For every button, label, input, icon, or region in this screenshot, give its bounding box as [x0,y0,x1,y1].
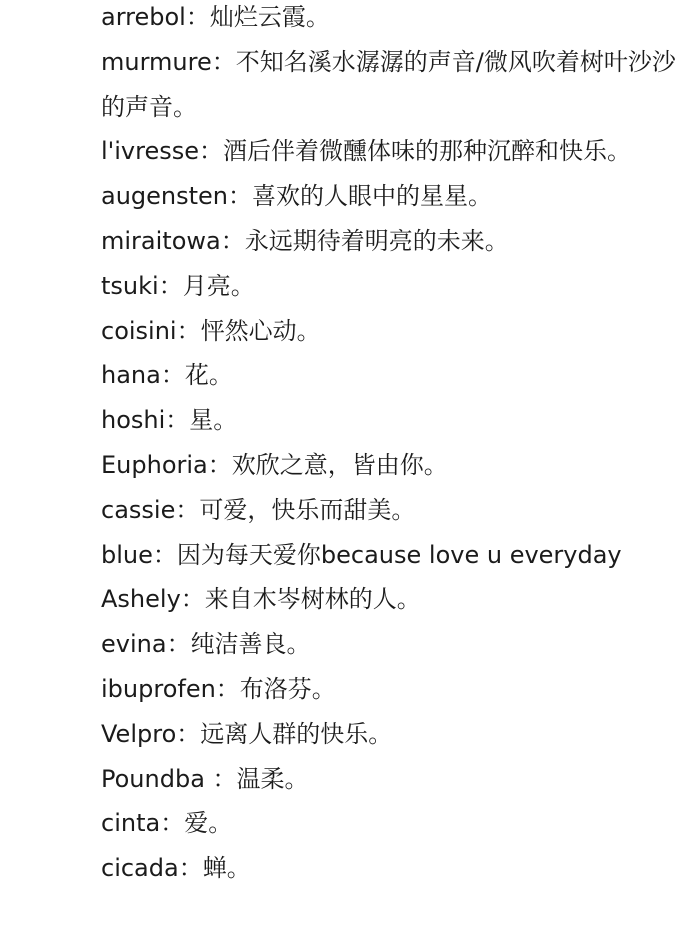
entry-meaning: 酒后伴着微醺体味的那种沉醉和快乐。 [223,137,632,166]
entry-separator: ： [215,674,240,703]
entry-term: arrebol [101,3,186,31]
entry-meaning: 星。 [189,406,238,435]
entry-term: blue [101,540,153,569]
list-item [101,0,681,40]
entry-separator: ： [199,137,224,166]
list-item [101,488,681,533]
list-item [101,667,681,712]
entry-term: murmure [101,47,212,76]
list-item [101,577,681,622]
entry-meaning: 永远期待着明亮的未来。 [244,226,509,255]
entry-term: hana [101,361,161,390]
entry-meaning: 因为每天爱你because love u everyday [176,540,622,569]
list-item [101,757,681,802]
list-item [101,40,681,130]
entry-separator: ： [228,182,253,211]
entry-term: cicada [101,854,179,883]
list-item [101,353,681,398]
entry-term: cassie [101,495,176,524]
list-item [101,443,681,488]
entry-term: augensten [101,182,229,211]
entry-meaning: 怦然心动。 [200,316,321,345]
entry-meaning: 可爱，快乐而甜美。 [199,495,416,524]
entry-separator: ： [176,719,201,748]
entry-meaning: 蝉。 [202,854,251,883]
entry-meaning: 月亮。 [182,271,255,300]
list-item [101,264,681,309]
entry-term: evina [101,630,167,659]
entry-separator: ： [212,764,237,793]
list-item [101,129,681,174]
entry-meaning: 温柔。 [236,764,309,793]
list-item [101,398,681,443]
list-item [101,174,681,219]
entry-separator: ： [158,271,183,300]
entry-meaning: 不知名溪水潺潺的声音/微风吹着树叶沙沙的声音。 [101,47,676,121]
entry-separator: ： [175,495,200,524]
entry-term: Poundba [101,764,213,793]
entry-term: tsuki [101,271,159,300]
list-item [101,712,681,757]
entry-term: hoshi [101,406,166,435]
entry-meaning: 纯洁善良。 [190,630,311,659]
entry-meaning: 爱。 [184,809,233,838]
entry-separator: ： [178,854,203,883]
list-item [101,533,681,578]
entry-meaning: 布洛芬。 [239,674,336,703]
entry-separator: ： [220,226,245,255]
entry-separator: ： [166,630,191,659]
entry-term: cinta [101,809,161,838]
entry-separator: ： [180,585,205,614]
entry-meaning: 来自木岑树林的人。 [204,585,421,614]
entry-meaning: 花。 [184,361,233,390]
entry-term: ibuprofen [101,674,216,703]
entry-meaning: 喜欢的人眼中的星星。 [252,182,493,211]
entry-separator: ： [152,540,177,569]
entry-term: Euphoria [101,450,208,479]
list-item [101,219,681,264]
list-item [101,622,681,667]
entry-meaning: 远离人群的快乐。 [200,719,393,748]
entry-term: Velpro [101,719,177,748]
list-item [101,309,681,354]
entry-separator: ： [160,361,185,390]
entry-term: Ashely [101,585,181,614]
list-item [101,846,681,891]
entry-separator: ： [185,3,210,31]
word-list [101,0,681,891]
entry-separator: ： [207,450,232,479]
entry-meaning: 灿烂云霞。 [209,3,330,31]
entry-term: l'ivresse [101,137,200,166]
list-item [101,801,681,846]
entry-separator: ： [176,316,201,345]
entry-separator: ： [165,406,190,435]
entry-term: coisini [101,316,177,345]
entry-term: miraitowa [101,226,221,255]
entry-separator: ： [160,809,185,838]
entry-separator: ： [211,47,236,76]
entry-meaning: 欢欣之意，皆由你。 [231,450,448,479]
